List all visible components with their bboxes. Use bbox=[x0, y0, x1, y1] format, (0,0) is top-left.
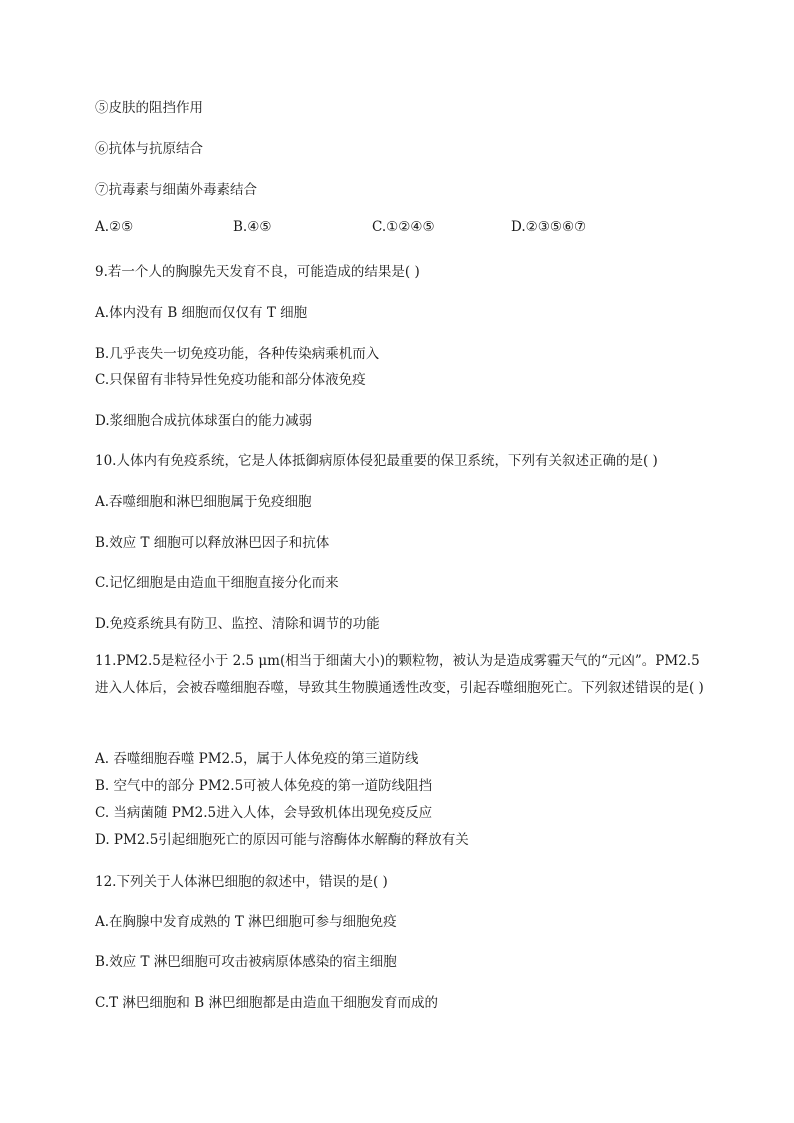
q9-option-d: D.浆细胞合成抗体球蛋白的能力减弱 bbox=[95, 413, 313, 429]
q10-option-a: A.吞噬细胞和淋巴细胞属于免疫细胞 bbox=[95, 494, 312, 510]
q10-option-d: D.免疫系统具有防卫、监控、清除和调节的功能 bbox=[95, 616, 380, 632]
q12-stem: 12.下列关于人体淋巴细胞的叙述中，错误的是( ) bbox=[95, 874, 388, 890]
item-5: ⑤皮肤的阻挡作用 bbox=[95, 100, 203, 116]
item-7: ⑦抗毒素与细菌外毒素结合 bbox=[95, 182, 257, 198]
q10-option-c: C.记忆细胞是由造血干细胞直接分化而来 bbox=[95, 575, 339, 591]
q10-stem: 10.人体内有免疫系统，它是人体抵御病原体侵犯最重要的保卫系统，下列有关叙述正确的是( ) bbox=[95, 453, 658, 469]
q9-option-b: B.几乎丧失一切免疫功能，各种传染病乘机而入 bbox=[95, 346, 380, 362]
q12-option-c: C.T 淋巴细胞和 B 淋巴细胞都是由造血干细胞发育而成的 bbox=[95, 995, 438, 1011]
q9-option-c: C.只保留有非特异性免疫功能和部分体液免疫 bbox=[95, 372, 366, 388]
q10-option-b: B.效应 T 细胞可以释放淋巴因子和抗体 bbox=[95, 535, 330, 551]
q12-option-b: B.效应 T 淋巴细胞可攻击被病原体感染的宿主细胞 bbox=[95, 954, 397, 970]
q11-option-d: D. PM2.5引起细胞死亡的原因可能与溶酶体水解酶的释放有关 bbox=[95, 832, 469, 848]
q8-option-d: D.②③⑤⑥⑦ bbox=[511, 219, 587, 235]
q9-option-a: A.体内没有 B 细胞而仅仅有 T 细胞 bbox=[95, 305, 308, 321]
q11-option-b: B. 空气中的部分 PM2.5可被人体免疫的第一道防线阻挡 bbox=[95, 778, 433, 794]
q12-option-a: A.在胸腺中发育成熟的 T 淋巴细胞可参与细胞免疫 bbox=[95, 914, 397, 930]
q8-option-a: A.②⑤ bbox=[95, 219, 134, 235]
q11-option-a: A. 吞噬细胞吞噬 PM2.5，属于人体免疫的第三道防线 bbox=[95, 751, 419, 767]
item-6: ⑥抗体与抗原结合 bbox=[95, 141, 203, 157]
q11-option-c: C. 当病菌随 PM2.5进入人体，会导致机体出现免疫反应 bbox=[95, 805, 433, 821]
q11-stem: 11.PM2.5是粒径小于 2.5 μm(相当于细菌大小)的颗粒物，被认为是造成雾霾天气的“元凶”。PM2.5进入人体后，会被吞噬细胞吞噬，导致其生物膜通透性改变，引起吞噬细胞死亡。下列叙述错误的是( ) bbox=[95, 653, 704, 696]
q8-option-b: B.④⑤ bbox=[233, 219, 272, 235]
q9-stem: 9.若一个人的胸腺先天发育不良，可能造成的结果是( ) bbox=[95, 264, 420, 280]
q8-option-c: C.①②④⑤ bbox=[372, 219, 435, 235]
